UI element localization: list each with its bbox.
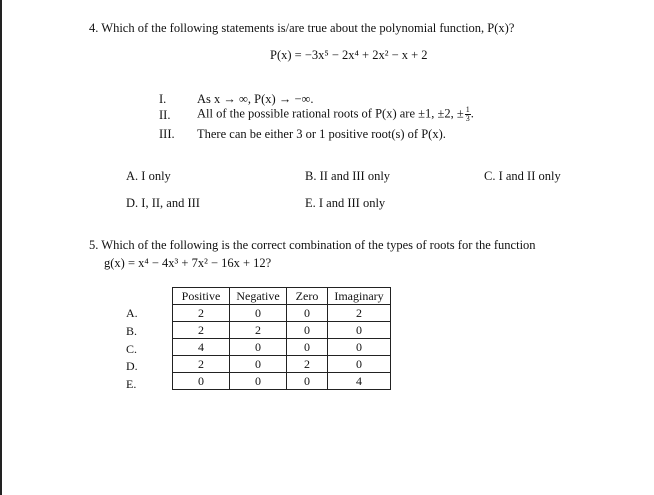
table-row <box>173 322 391 339</box>
table-cell: 0 <box>230 339 287 356</box>
statement-3-text: There can be either 3 or 1 positive root(s) of P(x). <box>197 127 446 141</box>
table-row <box>173 356 391 373</box>
table-cell: 2 <box>287 356 328 373</box>
page-left-border <box>0 0 2 495</box>
table-row <box>173 339 391 356</box>
table-cell: 0 <box>328 356 391 373</box>
statement-3-numeral: III. <box>159 127 175 141</box>
table-cell: 0 <box>287 339 328 356</box>
question-5-number: 5. <box>89 238 99 252</box>
fraction-numerator: 1 <box>465 105 470 114</box>
table-cell: 2 <box>328 305 391 322</box>
statement-1-numeral: I. <box>159 92 167 106</box>
choice-c[interactable]: C. I and II only <box>484 169 561 183</box>
statement-1-text: As x → ∞, P(x) → −∞. <box>197 92 314 106</box>
fraction-denominator: 3 <box>465 114 470 123</box>
statement-2-numeral: II. <box>159 108 171 122</box>
row-label-a[interactable]: A. <box>126 306 138 320</box>
table-row <box>173 305 391 322</box>
question-5-text: Which of the following is the correct combination of the types of roots for the function <box>101 238 536 252</box>
table-cell: 2 <box>173 305 230 322</box>
statement-2-trail: . <box>470 106 474 121</box>
table-cell: 2 <box>230 322 287 339</box>
table-header-row <box>173 288 391 305</box>
table-cell: 0 <box>230 373 287 390</box>
table-cell: 0 <box>328 322 391 339</box>
function-g: g(x) = x⁴ − 4x³ + 7x² − 16x + 12? <box>104 256 272 270</box>
table-cell: 0 <box>287 322 328 339</box>
header-negative: Negative <box>230 288 287 305</box>
row-label-d[interactable]: D. <box>126 359 138 373</box>
choice-a[interactable]: A. I only <box>126 169 171 183</box>
choice-b[interactable]: B. II and III only <box>305 169 391 183</box>
choice-d[interactable]: D. I, II, and III <box>126 196 200 210</box>
header-positive: Positive <box>173 288 230 305</box>
row-label-e[interactable]: E. <box>126 377 137 391</box>
question-4 <box>89 21 514 36</box>
table-cell: 4 <box>328 373 391 390</box>
question-5 <box>89 238 536 253</box>
table-row <box>173 373 391 390</box>
table-cell: 0 <box>328 339 391 356</box>
table-cell: 0 <box>230 305 287 322</box>
header-imaginary: Imaginary <box>328 288 391 305</box>
question-4-text: Which of the following statements is/are true about the polynomial function, P(x)? <box>101 21 515 35</box>
table-cell: 0 <box>173 373 230 390</box>
roots-table <box>172 287 391 390</box>
table-cell: 2 <box>173 322 230 339</box>
row-label-b[interactable]: B. <box>126 324 138 338</box>
row-label-c[interactable]: C. <box>126 342 138 356</box>
header-zero: Zero <box>287 288 328 305</box>
table-cell: 0 <box>287 373 328 390</box>
table-cell: 0 <box>230 356 287 373</box>
choice-e[interactable]: E. I and III only <box>305 196 386 210</box>
question-4-number: 4. <box>89 21 99 35</box>
statement-2-text: All of the possible rational roots of P(x) are ±1, ±2, ± <box>197 106 464 121</box>
statement-2 <box>197 106 474 123</box>
table-cell: 2 <box>173 356 230 373</box>
polynomial-equation: P(x) = −3x⁵ − 2x⁴ + 2x² − x + 2 <box>270 48 428 62</box>
table-cell: 4 <box>173 339 230 356</box>
table-cell: 0 <box>287 305 328 322</box>
